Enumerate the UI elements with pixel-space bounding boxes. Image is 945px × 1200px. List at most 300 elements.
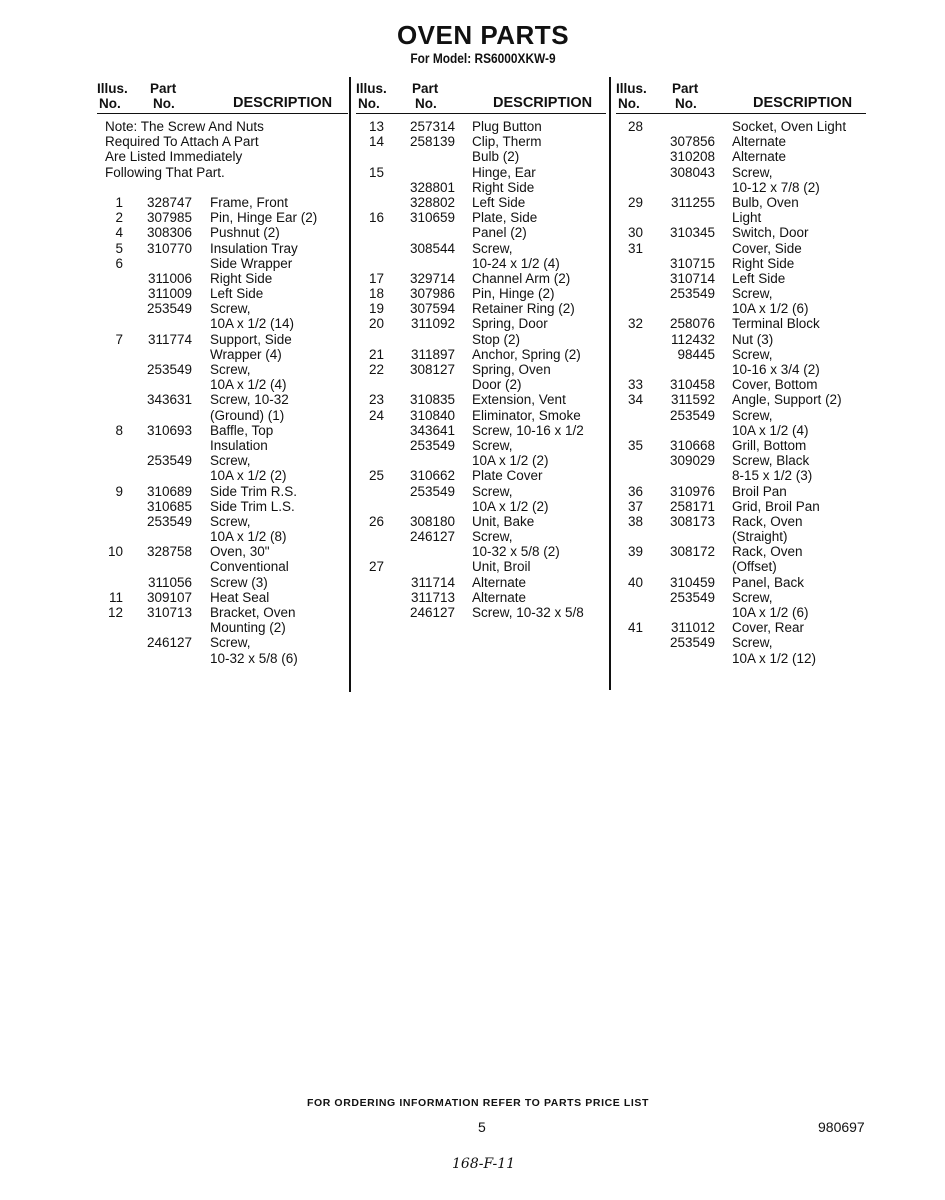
part-number: 308544: [409, 240, 455, 256]
blank-line: [97, 180, 348, 195]
part-description: Switch, Door: [732, 225, 809, 241]
illus-header: Illus.: [616, 81, 647, 96]
table-row: [356, 225, 606, 240]
table-row: [356, 529, 606, 544]
table-row: [356, 347, 606, 362]
table-row: [97, 210, 348, 225]
part-number: 258171: [669, 498, 715, 514]
table-row: [616, 332, 866, 347]
part-description: Terminal Block: [732, 316, 820, 332]
part-number: 310208: [669, 149, 715, 165]
part-description: Wrapper (4): [210, 346, 282, 362]
part-description: Right Side: [472, 179, 535, 195]
note-line: Following That Part.: [105, 164, 225, 180]
illus-number: 7: [115, 331, 123, 347]
illus-number: 25: [368, 468, 384, 484]
part-number: 309107: [146, 589, 192, 605]
table-row: [97, 256, 348, 271]
note-line: Note: The Screw And Nuts: [105, 119, 264, 134]
illus-number: 6: [115, 255, 123, 271]
part-description: 10A x 1/2 (12): [732, 650, 817, 666]
part-description: Retainer Ring (2): [472, 301, 575, 317]
table-row: [97, 453, 348, 468]
model-subtitle: For Model: RS6000XKW-9: [410, 50, 556, 66]
part-description: Nut (3): [732, 331, 774, 347]
table-row: [616, 377, 866, 392]
part-description: Screw,: [732, 164, 773, 180]
table-row: [356, 180, 606, 195]
part-number: 253549: [669, 589, 715, 605]
part-number: 310345: [669, 225, 715, 241]
table-row: [356, 605, 606, 620]
illus-number: 26: [368, 513, 384, 529]
part-description: Side Trim L.S.: [210, 498, 295, 514]
part-number: 308043: [669, 164, 715, 180]
table-row: [97, 575, 348, 590]
illus-number: 31: [627, 240, 643, 256]
table-row: [356, 468, 606, 483]
table-row: [97, 499, 348, 514]
illus-number: 5: [115, 240, 123, 256]
parts-column-2: [356, 78, 606, 620]
part-description: Stop (2): [472, 331, 521, 347]
part-description: Alternate: [472, 574, 527, 590]
part-description: Screw,: [210, 301, 251, 317]
table-row: [616, 347, 866, 362]
table-row: [616, 316, 866, 331]
part-description: Cover, Rear: [732, 620, 805, 636]
table-row: [97, 241, 348, 256]
table-row: [97, 286, 348, 301]
part-description: Side Trim R.S.: [210, 483, 298, 499]
illus-header: No.: [358, 96, 380, 111]
part-number: 308172: [669, 544, 715, 560]
part-description: Bracket, Oven: [210, 605, 296, 620]
illus-number: 14: [368, 134, 384, 150]
part-description: Screw,: [732, 635, 773, 651]
part-number: 258076: [669, 316, 715, 332]
part-header: No.: [675, 96, 697, 111]
part-number: 253549: [146, 362, 192, 377]
part-number: 310659: [409, 210, 455, 226]
illus-number: 9: [115, 483, 123, 499]
table-row: [356, 165, 606, 180]
table-row: [97, 544, 348, 559]
part-description: Left Side: [472, 194, 526, 210]
illus-number: 33: [627, 377, 643, 393]
part-number: 311897: [410, 346, 455, 362]
part-description: Mounting (2): [210, 620, 286, 636]
part-description: Clip, Therm: [472, 134, 542, 150]
table-row: [97, 484, 348, 499]
table-row: [356, 195, 606, 210]
part-number: 311713: [410, 589, 455, 605]
part-number: 328802: [409, 194, 455, 210]
part-description: Plate Cover: [472, 468, 543, 484]
part-description: Cover, Side: [732, 240, 802, 256]
table-row: [356, 286, 606, 301]
part-description: Angle, Support (2): [732, 392, 842, 408]
part-description: Hinge, Ear: [472, 164, 536, 180]
part-description: Rack, Oven: [732, 544, 803, 560]
part-description: Screw,: [732, 407, 773, 423]
part-description: Side Wrapper: [210, 255, 293, 271]
ordering-note: FOR ORDERING INFORMATION REFER TO PARTS PRICE LIST: [306, 1097, 650, 1109]
illus-number: 27: [368, 559, 384, 575]
table-row: [356, 392, 606, 407]
parts-column-1: [97, 78, 348, 666]
table-row: [97, 392, 348, 407]
parts-list: [97, 119, 348, 666]
part-number: 310459: [669, 574, 715, 590]
part-description: 10-32 x 5/8 (2): [472, 544, 560, 560]
part-number: 307985: [146, 210, 192, 226]
illus-number: 28: [627, 119, 643, 134]
illus-number: 38: [627, 513, 643, 529]
illus-number: 13: [368, 119, 384, 134]
table-row: [356, 590, 606, 605]
table-row: [356, 544, 606, 559]
illus-number: 4: [115, 225, 123, 241]
part-number: 328758: [146, 544, 192, 560]
part-number: 310976: [669, 483, 715, 499]
illus-number: 40: [627, 574, 643, 590]
part-number: 310715: [669, 255, 715, 271]
part-description: Insulation Tray: [210, 240, 298, 256]
part-description: Light: [732, 210, 762, 226]
table-row: [97, 514, 348, 529]
part-description: Unit, Broil: [472, 559, 531, 575]
part-description: Screw,: [210, 513, 251, 529]
part-description: Bulb, Oven: [732, 194, 799, 210]
part-number: 246127: [409, 605, 455, 620]
table-row: [356, 119, 606, 134]
table-row: [356, 377, 606, 392]
part-description: Broil Pan: [732, 483, 787, 499]
illus-number: 34: [627, 392, 643, 408]
part-description: Alternate: [472, 589, 527, 605]
illus-number: 39: [627, 544, 643, 560]
table-row: [356, 301, 606, 316]
table-header: [616, 78, 866, 114]
table-row: [616, 575, 866, 590]
part-description: Door (2): [472, 377, 522, 393]
table-row: [97, 559, 348, 574]
illus-number: 29: [627, 194, 643, 210]
part-number: 310840: [409, 407, 455, 423]
part-description: Oven, 30": [210, 544, 270, 560]
part-description: Baffle, Top: [210, 422, 274, 438]
table-row: [97, 316, 348, 331]
table-row: [356, 332, 606, 347]
part-description: Panel, Back: [732, 574, 805, 590]
table-row: [97, 225, 348, 240]
part-description: Pushnut (2): [210, 225, 280, 241]
part-description: Alternate: [732, 149, 787, 165]
table-row: [356, 514, 606, 529]
part-number: 311592: [670, 392, 715, 408]
part-number: 311009: [147, 286, 192, 302]
part-number: 311774: [147, 331, 192, 347]
table-row: [616, 544, 866, 559]
table-row: [356, 362, 606, 377]
illus-number: 41: [627, 620, 643, 636]
part-description: 10A x 1/2 (2): [472, 498, 549, 514]
part-description: (Offset): [732, 559, 777, 575]
illus-number: 11: [108, 589, 123, 605]
handwritten-note: 168-F-11: [452, 1156, 516, 1172]
illus-header: Illus.: [356, 81, 387, 96]
illus-number: 15: [368, 164, 384, 180]
part-number: 310689: [146, 483, 192, 499]
table-row: [616, 392, 866, 407]
part-description: (Ground) (1): [210, 407, 285, 423]
table-row: [616, 453, 866, 468]
part-description: Spring, Door: [472, 316, 548, 332]
table-row: [616, 301, 866, 316]
table-row: [356, 271, 606, 286]
part-description: Screw, Black: [732, 453, 810, 469]
table-row: [616, 241, 866, 256]
part-header: Part: [150, 81, 177, 96]
table-row: [616, 499, 866, 514]
illus-header: No.: [618, 96, 640, 111]
table-header: [356, 78, 606, 114]
table-row: [616, 514, 866, 529]
table-row: [97, 468, 348, 483]
illus-number: 19: [368, 301, 384, 317]
part-description: Bulb (2): [472, 149, 520, 165]
part-description: Insulation: [210, 437, 268, 453]
part-description: Pin, Hinge Ear (2): [210, 210, 318, 226]
illus-number: 32: [627, 316, 643, 332]
part-description: Right Side: [732, 255, 795, 271]
illus-number: 23: [368, 392, 384, 408]
illus-number: 37: [627, 498, 643, 514]
part-number: 258139: [409, 134, 455, 150]
table-row: [356, 438, 606, 453]
table-row: [616, 590, 866, 605]
part-number: 308180: [409, 513, 455, 529]
part-description: 10-32 x 5/8 (6): [210, 650, 298, 666]
part-description: Cover, Bottom: [732, 377, 818, 393]
part-number: 253549: [669, 286, 715, 302]
part-number: 309029: [669, 453, 715, 469]
part-description: Screw,: [210, 362, 251, 377]
table-row: [97, 347, 348, 362]
table-row: [356, 575, 606, 590]
part-number: 253549: [146, 301, 192, 317]
part-description: Unit, Bake: [472, 513, 535, 529]
illus-number: 17: [368, 270, 384, 286]
part-number: 329714: [409, 270, 455, 286]
part-number: 98445: [677, 346, 715, 362]
parts-list: [616, 119, 866, 666]
part-description: Grid, Broil Pan: [732, 498, 820, 514]
part-description: 10-12 x 7/8 (2): [732, 179, 820, 195]
part-description: (Straight): [732, 529, 788, 545]
illus-number: 2: [115, 210, 123, 226]
part-number: 307594: [409, 301, 455, 317]
table-row: [616, 635, 866, 650]
table-row: [616, 165, 866, 180]
part-number: 253549: [409, 483, 455, 499]
part-description: Left Side: [732, 270, 786, 286]
table-row: [97, 438, 348, 453]
part-number: 253549: [669, 407, 715, 423]
part-number: 310770: [146, 240, 192, 256]
part-number: 246127: [409, 529, 455, 545]
table-row: [356, 134, 606, 149]
table-row: [356, 210, 606, 225]
part-description: Plate, Side: [472, 210, 538, 226]
table-row: [97, 408, 348, 423]
part-number: 310458: [669, 377, 715, 393]
table-row: [616, 651, 866, 666]
table-row: [616, 423, 866, 438]
part-number: 311714: [410, 574, 455, 590]
part-description: Extension, Vent: [472, 392, 566, 408]
description-header: DESCRIPTION: [233, 95, 333, 111]
part-number: 310662: [409, 468, 455, 484]
part-number: 253549: [409, 437, 455, 453]
part-number: 307856: [669, 134, 715, 150]
table-row: [356, 256, 606, 271]
table-row: [97, 651, 348, 666]
table-row: [97, 377, 348, 392]
document-number: 980697: [818, 1119, 865, 1135]
part-description: Screw,: [472, 483, 513, 499]
part-description: Screw,: [210, 453, 251, 469]
part-number: 307986: [409, 286, 455, 302]
table-row: [356, 484, 606, 499]
column-divider: [609, 77, 611, 690]
illus-number: 36: [627, 483, 643, 499]
table-row: [97, 362, 348, 377]
part-description: 10-24 x 1/2 (4): [472, 255, 560, 271]
illus-number: 10: [107, 544, 123, 560]
table-row: [616, 605, 866, 620]
table-row: [616, 180, 866, 195]
part-description: Screw,: [210, 635, 251, 651]
table-row: [97, 590, 348, 605]
part-header: Part: [412, 81, 439, 96]
table-row: [97, 301, 348, 316]
table-header: [97, 78, 348, 114]
part-description: Socket, Oven Light: [732, 119, 847, 134]
part-description: 10A x 1/2 (2): [472, 453, 549, 469]
table-row: [616, 438, 866, 453]
column-divider: [349, 77, 351, 692]
table-row: [616, 408, 866, 423]
table-row: [616, 149, 866, 164]
part-number: 311012: [670, 620, 715, 636]
part-description: 8-15 x 1/2 (3): [732, 468, 813, 484]
parts-list: [356, 119, 606, 620]
table-row: [356, 499, 606, 514]
illus-number: 24: [368, 407, 384, 423]
table-row: [97, 529, 348, 544]
part-header: Part: [672, 81, 699, 96]
illus-number: 1: [115, 194, 123, 210]
table-row: [356, 316, 606, 331]
table-row: [97, 635, 348, 650]
part-description: Frame, Front: [210, 194, 289, 210]
table-row: [616, 362, 866, 377]
part-description: Screw,: [732, 589, 773, 605]
part-description: Rack, Oven: [732, 513, 803, 529]
illus-header: No.: [99, 96, 121, 111]
part-description: Anchor, Spring (2): [472, 346, 581, 362]
part-number: 343641: [409, 422, 455, 438]
part-number: 112432: [670, 331, 715, 347]
part-description: Right Side: [210, 270, 273, 286]
table-row: [356, 423, 606, 438]
illus-number: 12: [107, 605, 123, 620]
part-description: 10A x 1/2 (6): [732, 301, 809, 317]
table-row: [356, 149, 606, 164]
description-header: DESCRIPTION: [753, 95, 853, 111]
part-description: Screw, 10-32: [210, 392, 289, 408]
part-number: 311255: [670, 194, 715, 210]
part-description: Grill, Bottom: [732, 437, 807, 453]
part-number: 311092: [410, 316, 455, 332]
table-row: [356, 241, 606, 256]
part-description: Pin, Hinge (2): [472, 286, 555, 302]
part-header: No.: [153, 96, 175, 111]
part-description: Screw (3): [210, 574, 268, 590]
part-description: Alternate: [732, 134, 787, 150]
illus-number: 18: [368, 286, 384, 302]
part-number: 308127: [409, 362, 455, 377]
part-number: 308173: [669, 513, 715, 529]
part-number: 328801: [409, 179, 455, 195]
table-row: [97, 605, 348, 620]
part-description: Left Side: [210, 286, 264, 302]
part-description: Screw,: [472, 529, 513, 545]
table-row: [616, 529, 866, 544]
part-description: 10-16 x 3/4 (2): [732, 362, 820, 377]
part-number: 311056: [147, 574, 192, 590]
part-number: 246127: [146, 635, 192, 651]
part-description: 10A x 1/2 (4): [732, 422, 809, 438]
part-number: 311006: [147, 270, 192, 286]
part-number: 310714: [669, 270, 715, 286]
part-number: 257314: [409, 119, 455, 134]
illus-number: 30: [627, 225, 643, 241]
part-description: Screw,: [732, 286, 773, 302]
part-number: 328747: [146, 194, 192, 210]
illus-number: 8: [115, 422, 123, 438]
description-header: DESCRIPTION: [493, 95, 593, 111]
part-number: 310835: [409, 392, 455, 408]
part-description: 10A x 1/2 (14): [210, 316, 295, 332]
table-row: [616, 468, 866, 483]
part-description: Channel Arm (2): [472, 270, 571, 286]
part-description: Screw,: [732, 346, 773, 362]
table-row: [616, 620, 866, 635]
illus-number: 35: [627, 437, 643, 453]
table-row: [616, 271, 866, 286]
table-row: [616, 256, 866, 271]
part-number: 343631: [146, 392, 192, 408]
illus-number: 16: [368, 210, 384, 226]
table-row: [356, 408, 606, 423]
table-row: [356, 559, 606, 574]
table-row: [616, 484, 866, 499]
part-description: Screw,: [472, 437, 513, 453]
page-number: 5: [478, 1119, 486, 1135]
